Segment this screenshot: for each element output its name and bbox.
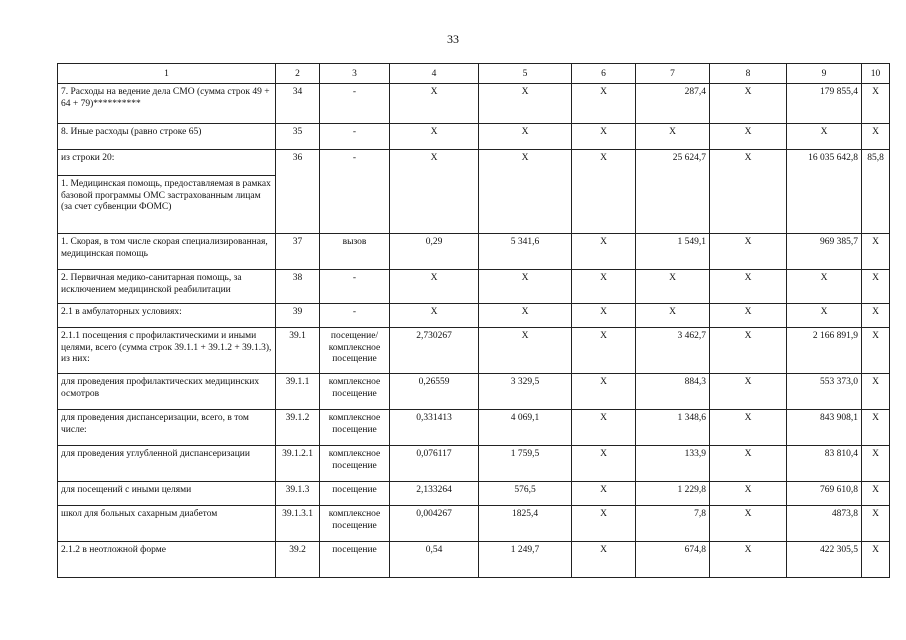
value-cell: X [479,270,572,304]
value-cell: X [572,150,636,234]
row-label: 2.1.1 посещения с профилактическими и иными целями, всего (сумма строк 39.1.1 + 39.1.2 + 39.1.3), из них: [58,328,276,374]
value-cell: X [710,410,787,446]
value-cell: X [572,124,636,150]
row-label: школ для больных сахарным диабетом [58,506,276,542]
row-number: 39.2 [276,542,320,578]
unit-cell: комплексное посещение [320,410,390,446]
value-cell: 83 810,4 [787,446,862,482]
value-cell: X [572,542,636,578]
value-cell: X [572,84,636,124]
value-cell: X [862,270,890,304]
unit-cell: комплексное посещение [320,446,390,482]
value-cell: X [862,482,890,506]
value-cell: X [787,270,862,304]
value-cell: 1825,4 [479,506,572,542]
value-cell: 0,331413 [390,410,479,446]
value-cell: 3 329,5 [479,374,572,410]
table-row [58,446,890,482]
value-cell: X [572,328,636,374]
row-number: 39 [276,304,320,328]
header-cell: 10 [862,64,890,84]
value-cell: X [636,124,710,150]
value-cell: 0,54 [390,542,479,578]
value-cell: X [479,328,572,374]
value-cell: X [862,542,890,578]
page-number: 33 [447,32,459,46]
row-label: из строки 20: [58,150,276,176]
header-cell: 7 [636,64,710,84]
unit-cell: - [320,124,390,150]
value-cell: X [710,234,787,270]
value-cell: X [710,446,787,482]
value-cell: 1 229,8 [636,482,710,506]
table-row [58,304,890,328]
table-row [58,328,890,374]
value-cell: X [572,410,636,446]
value-cell: 2 166 891,9 [787,328,862,374]
value-cell: 16 035 642,8 [787,150,862,234]
row-label: 7. Расходы на ведение дела СМО (сумма строк 49 + 64 + 79)********** [58,84,276,124]
row-number: 39.1.3.1 [276,506,320,542]
value-cell: X [862,124,890,150]
row-number: 37 [276,234,320,270]
value-cell: 25 624,7 [636,150,710,234]
value-cell: X [710,374,787,410]
value-cell: 1 249,7 [479,542,572,578]
row-label: для посещений с иными целями [58,482,276,506]
value-cell: X [710,124,787,150]
unit-cell: посещение/ комплексное посещение [320,328,390,374]
row-number: 36 [276,150,320,234]
header-cell: 5 [479,64,572,84]
value-cell: X [572,374,636,410]
row-number: 39.1.3 [276,482,320,506]
value-cell: 843 908,1 [787,410,862,446]
row-number: 39.1 [276,328,320,374]
value-cell: 1 759,5 [479,446,572,482]
table-row [58,374,890,410]
value-cell: X [710,328,787,374]
unit-cell: - [320,84,390,124]
row-label: 2.1.2 в неотложной форме [58,542,276,578]
value-cell: X [710,84,787,124]
row-number: 34 [276,84,320,124]
value-cell: 0,29 [390,234,479,270]
row-label: 2.1 в амбулаторных условиях: [58,304,276,328]
value-cell: X [479,304,572,328]
value-cell: X [390,124,479,150]
value-cell: 0,004267 [390,506,479,542]
value-cell: X [636,304,710,328]
value-cell: X [572,304,636,328]
value-cell: X [572,482,636,506]
table-row [58,234,890,270]
value-cell: X [390,304,479,328]
value-cell: X [390,84,479,124]
value-cell: 4 069,1 [479,410,572,446]
value-cell: 179 855,4 [787,84,862,124]
value-cell: 0,076117 [390,446,479,482]
row-number: 39.1.1 [276,374,320,410]
value-cell: X [862,84,890,124]
row-label: для проведения профилактических медицинских осмотров [58,374,276,410]
value-cell: X [479,84,572,124]
table-row [58,482,890,506]
value-cell: X [479,124,572,150]
table-row [58,542,890,578]
value-cell: X [862,410,890,446]
value-cell: X [710,542,787,578]
value-cell: 4873,8 [787,506,862,542]
value-cell: 1 549,1 [636,234,710,270]
value-cell: X [862,506,890,542]
value-cell: 674,8 [636,542,710,578]
value-cell: 133,9 [636,446,710,482]
table-row [58,270,890,304]
header-cell: 9 [787,64,862,84]
header-cell: 4 [390,64,479,84]
header-cell: 2 [276,64,320,84]
value-cell: 85,8 [862,150,890,234]
value-cell: X [636,270,710,304]
unit-cell: - [320,304,390,328]
value-cell: X [572,234,636,270]
value-cell: 7,8 [636,506,710,542]
value-cell: 5 341,6 [479,234,572,270]
value-cell: 3 462,7 [636,328,710,374]
table-row [58,410,890,446]
value-cell: X [572,270,636,304]
value-cell: 969 385,7 [787,234,862,270]
value-cell: 576,5 [479,482,572,506]
value-cell: X [862,446,890,482]
value-cell: 422 305,5 [787,542,862,578]
row-label: 2. Первичная медико-санитарная помощь, за исключением медицинской реабилитации [58,270,276,304]
value-cell: X [787,124,862,150]
value-cell: 884,3 [636,374,710,410]
value-cell: X [862,374,890,410]
table-row [58,84,890,124]
value-cell: X [787,304,862,328]
header-cell: 3 [320,64,390,84]
header-cell: 6 [572,64,636,84]
data-table [57,63,890,578]
unit-cell: посещение [320,482,390,506]
value-cell: 0,26559 [390,374,479,410]
value-cell: X [572,446,636,482]
value-cell: X [390,270,479,304]
value-cell: 553 373,0 [787,374,862,410]
row-number: 39.1.2 [276,410,320,446]
unit-cell: комплексное посещение [320,374,390,410]
table-row [58,506,890,542]
value-cell: X [390,150,479,234]
table-header-row [58,64,890,84]
value-cell: X [710,506,787,542]
row-label: 8. Иные расходы (равно строке 65) [58,124,276,150]
value-cell: X [862,328,890,374]
value-cell: X [710,150,787,234]
value-cell: X [710,304,787,328]
value-cell: X [862,304,890,328]
row-number: 38 [276,270,320,304]
row-label: 1. Скорая, в том числе скорая специализированная, медицинская помощь [58,234,276,270]
value-cell: 2,133264 [390,482,479,506]
value-cell: X [479,150,572,234]
unit-cell: - [320,150,390,234]
table-row [58,124,890,150]
value-cell: 1 348,6 [636,410,710,446]
unit-cell: посещение [320,542,390,578]
row-label: для проведения диспансеризации, всего, в том числе: [58,410,276,446]
value-cell: 287,4 [636,84,710,124]
row-label: для проведения углубленной диспансеризации [58,446,276,482]
value-cell: X [862,234,890,270]
unit-cell: комплексное посещение [320,506,390,542]
row-label: 1. Медицинская помощь, предоставляемая в рамках базовой программы ОМС застрахованным лицам (за счет субвенции ФОМС) [58,176,276,234]
row-number: 35 [276,124,320,150]
value-cell: 2,730267 [390,328,479,374]
table-row [58,150,890,176]
header-cell: 1 [58,64,276,84]
value-cell: X [572,506,636,542]
value-cell: X [710,270,787,304]
header-cell: 8 [710,64,787,84]
row-number: 39.1.2.1 [276,446,320,482]
unit-cell: - [320,270,390,304]
unit-cell: вызов [320,234,390,270]
value-cell: 769 610,8 [787,482,862,506]
value-cell: X [710,482,787,506]
